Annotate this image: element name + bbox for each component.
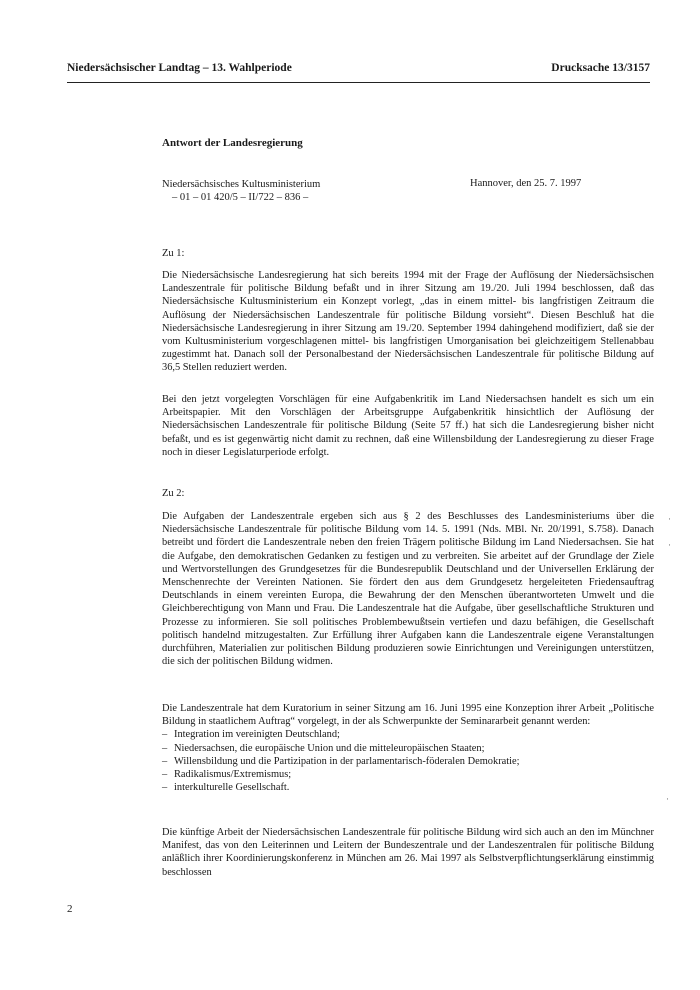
zu2-paragraph-2 [162, 702, 654, 794]
paragraph-text: Die Niedersächsische Landesregierung hat sich bereits 1994 mit der Frage der Auflösung der Niedersächsischen Landeszentrale für politische Bildung befaßt und in ihrer Sitzung am 19./20. Juli 1994 beschlossen, daß das Niedersächsische Kultusministerium ein Konzept vorlegt, „das in einem mittel- bis langfristigen Zeitraum die Auflösung der Niedersächsischen Landeszentrale für politische Bildung vorsieht“. Diesen Beschluß hat die Niedersächsische Landesregierung in ihrer Sitzung am 19./20. September 1994 dahingehend modifiziert, daß sie der vom Kultusministerium vorgeschlagenen mittel- bis langfristigen Umorganisation bei gleichzeitigem Stellenabbau zugestimmt hat. Danach soll der Personalbestand der Niedersächsischen Landeszentrale für politische Bildung auf 36,5 Stellen reduziert werden. [162, 270, 654, 374]
section-heading-zu2: Zu 2: [162, 488, 185, 499]
list-dash: – [162, 782, 168, 794]
document-date: Hannover, den 25. 7. 1997 [470, 178, 582, 189]
zu1-paragraph-1 [162, 269, 654, 375]
ministry-block [162, 178, 320, 204]
section-heading-zu1: Zu 1: [162, 248, 185, 259]
scan-mark: · [668, 540, 671, 550]
paragraph-text: Die Landeszentrale hat dem Kuratorium in seiner Sitzung am 16. Juni 1995 eine Konzeption ihrer Arbeit „Politische Bildung in staatlichem Auftrag“ vorgelegt, in der als Schwerpunkte der Seminararbeit genannt werden: [162, 703, 654, 728]
list-dash: – [162, 755, 168, 767]
list-item: – Radikalismus/Extremismus; [162, 769, 292, 781]
zu2-paragraph-1 [162, 510, 654, 668]
document-title: Antwort der Landesregierung [162, 137, 303, 149]
focus-list [162, 728, 654, 794]
zu1-paragraph-2 [162, 393, 654, 459]
paragraph-text: Die künftige Arbeit der Niedersächsischen Landeszentrale für politische Bildung wird sich auch an den im Münchner Manifest, das von den Leiterinnen und Leitern der Bundeszentrale und der Landeszentralen für politische Bildung anläßlich ihrer Koordinierungskonferenz in München am 26. Mai 1997 als Selbstverpflichtungserklärung einstimmig beschlossen [162, 827, 654, 878]
list-item: – Integration im vereinigten Deutschland; [162, 729, 340, 741]
header-document-number: Drucksache 13/3157 [551, 62, 650, 74]
list-item: – Willensbildung und die Partizipation in der parlamentarisch-föderalen Demokratie; [162, 755, 520, 767]
ministry-name: Niedersächsisches Kultusministerium [162, 179, 321, 190]
list-dash: – [162, 742, 168, 754]
list-dash: – [162, 769, 168, 781]
list-item: – interkulturelle Gesellschaft. [162, 782, 290, 794]
page-number: 2 [67, 903, 73, 915]
list-item: – Niedersachsen, die europäische Union und die mitteleuropäischen Staaten; [162, 742, 485, 754]
list-dash: – [162, 729, 168, 741]
header-parliament: Niedersächsischer Landtag – 13. Wahlperiode [67, 62, 292, 74]
zu2-paragraph-3 [162, 826, 654, 879]
paragraph-text: Die Aufgaben der Landeszentrale ergeben sich aus § 2 des Beschlusses des Landesministeriums über die Niedersächsische Landeszentrale für politische Bildung vom 14. 5. 1991 (Nds. MBl. Nr. 20/1991, S.758). Danach betreibt und fördert die Landeszentrale neben den freien Trägern politische Bildung im Land Niedersachsen. Sie hat die Aufgabe, den demokratischen Gedanken zu festigen und zu verbreiten. Sie arbeitet auf der Grundlage der Ziele und Wertvorstellungen des Grundgesetzes für die Bundesrepublik Deutschland und der Universellen Erklärung der Menschenrechte der Vereinten Nationen. Sie fördert den aus dem Grundgesetz hergeleiteten Friedensauftrag Deutschlands in einem vereinten Europa, die Bewahrung der den Menschen überantworteten Umwelt und die Gleichberechtigung von Mann und Frau. Die Landeszentrale hat die Aufgabe, über gesellschaftliche Strukturen und Prozesse zu informieren. Sie soll politisches Problembewußtsein vertiefen und dazu befähigen, die Gesellschaft politisch handelnd mitzugestalten. Zur Erfüllung ihrer Aufgaben kann die Landeszentrale eigene Veranstaltungen durchführen, Materialien zur politischen Bildung produzieren sowie Einrichtungen und Vereinigungen unterstützen, die sich der politischen Bildung widmen. [162, 511, 654, 668]
header-rule [67, 82, 650, 83]
scan-mark: · [668, 514, 671, 524]
paragraph-text: Bei den jetzt vorgelegten Vorschlägen für eine Aufgabenkritik im Land Niedersachsen handelt es sich um ein Arbeitspapier. Mit den Vorschlägen der Arbeitsgruppe Aufgabenkritik hinsichtlich der Auflösung der Niedersächsischen Landeszentrale für politische Bildung (Seite 57 ff.) hat sich die Landesregierung bisher nicht befaßt, und es ist gegenwärtig nicht damit zu rechnen, daß eine Willensbildung der Landesregierung zu dieser Frage noch in dieser Legislaturperiode erfolgt. [162, 394, 654, 458]
scan-mark: · [666, 794, 669, 804]
ministry-reference: – 01 – 01 420/5 – II/722 – 836 – [172, 192, 309, 203]
